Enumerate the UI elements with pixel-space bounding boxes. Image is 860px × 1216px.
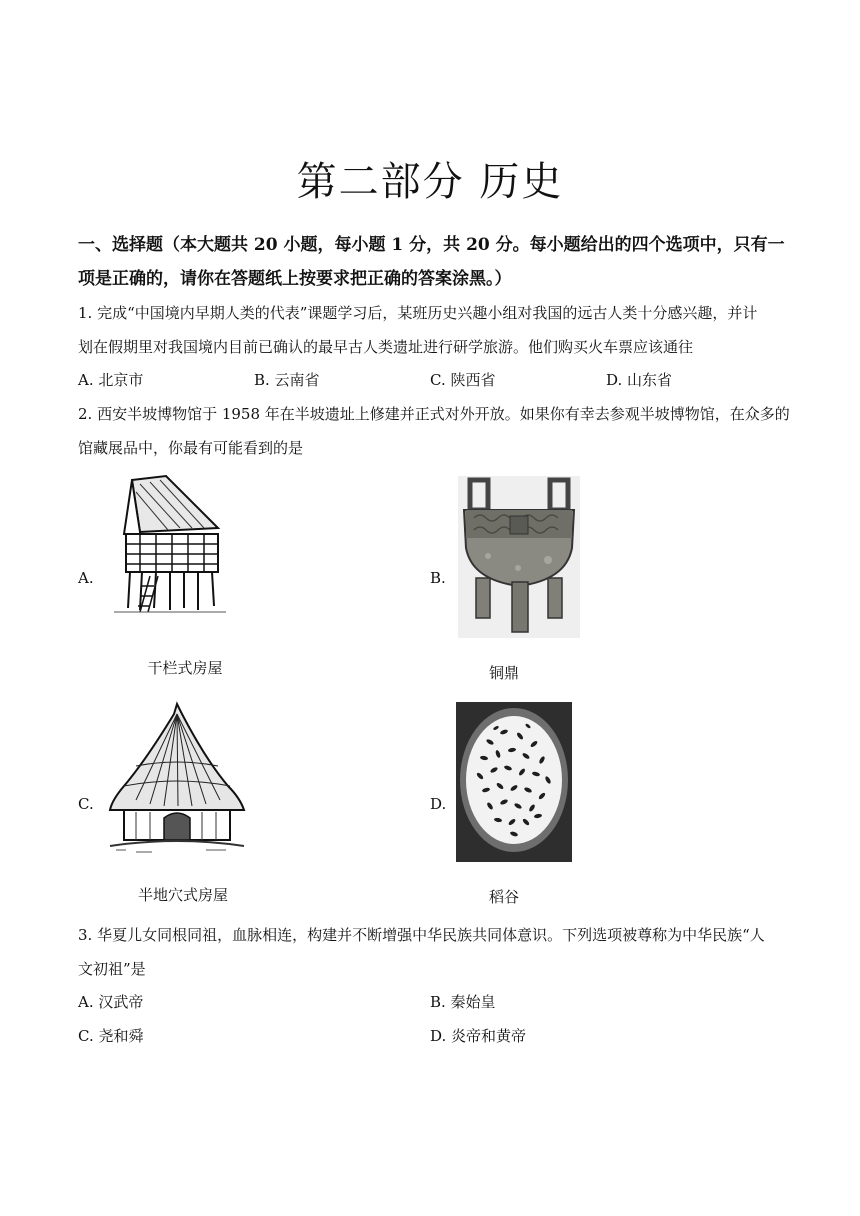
question-3-option-a[interactable]: A. 汉武帝: [78, 993, 144, 1011]
question-2-line-2: 馆藏展品中，你最有可能看到的是: [78, 439, 304, 457]
question-2-option-c-label[interactable]: C.: [78, 795, 94, 813]
question-3-line-1: 3. 华夏儿女同根同祖，血脉相连，构建并不断增强中华民族共同体意识。下列选项被尊称为中华民族“人: [78, 926, 765, 944]
bronze-ding-image[interactable]: [458, 476, 580, 638]
page-title: 第二部分 历史: [296, 159, 564, 205]
semi-subterranean-house-image[interactable]: [106, 700, 248, 858]
question-1-option-b[interactable]: B. 云南省: [254, 371, 320, 389]
stilt-house-icon: [110, 472, 230, 620]
question-1-line-2: 划在假期里对我国境内目前已确认的最早古人类遗址进行研学旅游。他们购买火车票应该通往: [78, 338, 694, 356]
question-3-option-d[interactable]: D. 炎帝和黄帝: [430, 1027, 527, 1045]
question-2-option-b-caption: 铜鼎: [488, 664, 519, 682]
question-3-line-2: 文初祖”是: [78, 960, 146, 978]
question-2-option-b-label[interactable]: B.: [430, 569, 446, 587]
question-2-option-a-caption: 干栏式房屋: [147, 659, 223, 677]
question-3-option-c[interactable]: C. 尧和舜: [78, 1027, 144, 1045]
section-heading-line-1: 一、选择题（本大题共 20 小题，每小题 1 分，共 20 分。每小题给出的四个选项中，只有一: [78, 235, 785, 255]
stilt-house-image[interactable]: [110, 472, 230, 620]
question-1-option-a[interactable]: A. 北京市: [78, 371, 144, 389]
question-1-option-d[interactable]: D. 山东省: [606, 371, 673, 389]
question-2-line-1: 2. 西安半坡博物馆于 1958 年在半坡遗址上修建并正式对外开放。如果你有幸去参观半坡博物馆，在众多的: [78, 405, 790, 423]
question-1-line-1: 1. 完成“中国境内早期人类的代表”课题学习后，某班历史兴趣小组对我国的远古人类十分感兴趣，并计: [78, 304, 758, 322]
bronze-ding-icon: [458, 476, 580, 638]
question-2-option-d-label[interactable]: D.: [430, 795, 447, 813]
semi-subterranean-house-icon: [106, 700, 248, 858]
rice-grains-image[interactable]: [456, 702, 572, 862]
question-1-option-c[interactable]: C. 陕西省: [430, 371, 496, 389]
question-2-option-a-label[interactable]: A.: [78, 569, 94, 587]
rice-grains-icon: [456, 702, 572, 862]
section-heading-line-2: 项是正确的，请你在答题纸上按要求把正确的答案涂黑。）: [78, 269, 512, 289]
question-3-option-b[interactable]: B. 秦始皇: [430, 993, 496, 1011]
question-2-option-d-caption: 稻谷: [488, 888, 519, 906]
question-2-option-c-caption: 半地穴式房屋: [137, 886, 228, 904]
